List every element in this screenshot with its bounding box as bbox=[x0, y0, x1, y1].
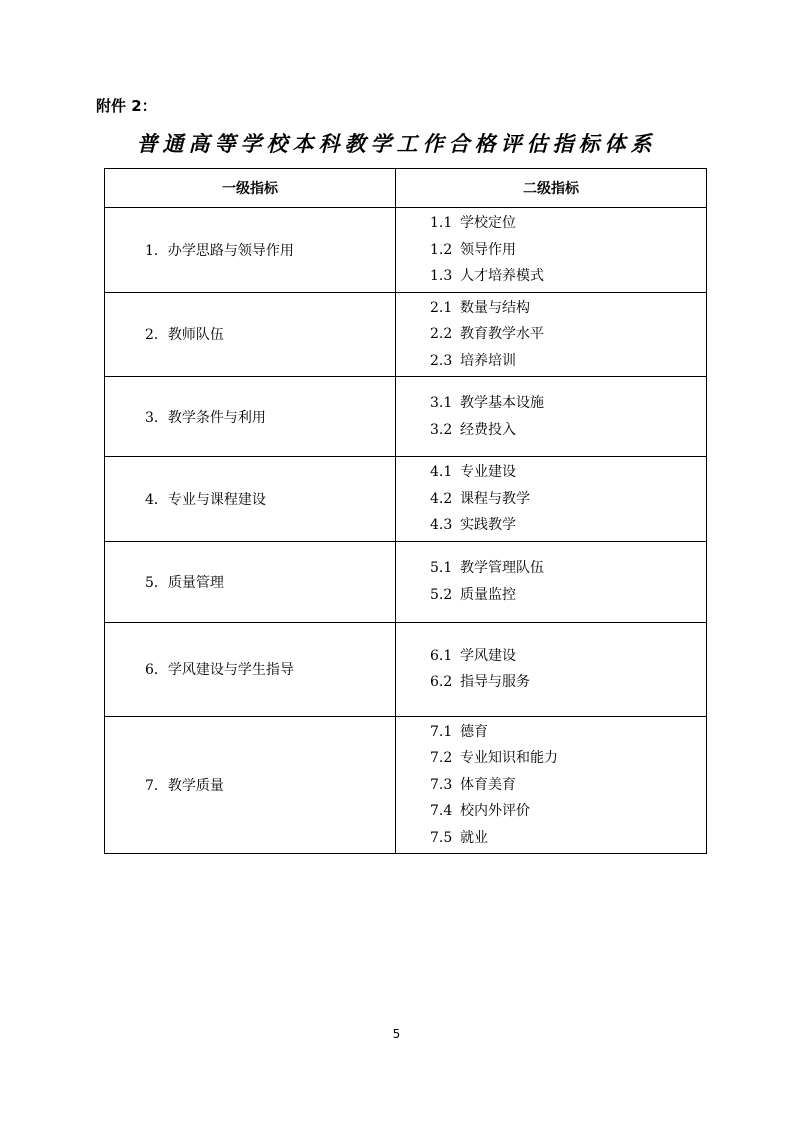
secondary-num: 3.2 bbox=[430, 421, 453, 438]
indicator-table bbox=[104, 168, 707, 854]
primary-indicator: 3．教学条件与利用 bbox=[105, 377, 396, 457]
secondary-num: 1.3 bbox=[430, 268, 453, 284]
secondary-label: 专业建设 bbox=[460, 464, 516, 480]
secondary-item bbox=[430, 263, 706, 290]
secondary-item bbox=[430, 798, 706, 825]
secondary-label: 校内外评价 bbox=[460, 803, 530, 819]
secondary-num: 4.2 bbox=[430, 490, 453, 507]
secondary-num: 7.2 bbox=[430, 750, 453, 766]
table-row bbox=[105, 292, 707, 377]
secondary-indicators bbox=[396, 292, 707, 377]
secondary-num: 7.3 bbox=[430, 776, 453, 793]
table-row bbox=[105, 622, 707, 716]
header-primary-indicator: 一级指标 bbox=[105, 169, 396, 208]
secondary-item bbox=[430, 459, 706, 486]
secondary-label: 指导与服务 bbox=[460, 674, 530, 690]
secondary-indicators bbox=[396, 208, 707, 293]
secondary-label: 实践教学 bbox=[460, 517, 516, 533]
primary-indicator: 7．教学质量 bbox=[105, 716, 396, 854]
primary-indicator: 5．质量管理 bbox=[105, 541, 396, 622]
secondary-label: 培养培训 bbox=[460, 352, 516, 369]
table-row bbox=[105, 457, 707, 542]
document-title: 普通高等学校本科教学工作合格评估指标体系 bbox=[136, 131, 657, 156]
secondary-item bbox=[430, 772, 706, 799]
secondary-num: 5.2 bbox=[430, 586, 453, 603]
secondary-num: 2.3 bbox=[430, 352, 453, 369]
secondary-indicators bbox=[396, 622, 707, 716]
secondary-label: 专业知识和能力 bbox=[460, 750, 558, 766]
secondary-label: 德育 bbox=[460, 723, 488, 740]
secondary-item bbox=[430, 555, 706, 582]
secondary-num: 7.5 bbox=[430, 829, 453, 846]
attachment-label: 附件 2： bbox=[96, 97, 157, 115]
secondary-num: 6.2 bbox=[430, 674, 453, 690]
secondary-num: 2.1 bbox=[430, 299, 453, 316]
secondary-item bbox=[430, 321, 706, 348]
secondary-num: 7.4 bbox=[430, 803, 453, 819]
secondary-label: 教学基本设施 bbox=[460, 395, 544, 411]
header-secondary-indicator: 二级指标 bbox=[396, 169, 707, 208]
secondary-indicators bbox=[396, 716, 707, 854]
secondary-num: 1.1 bbox=[430, 215, 453, 231]
secondary-num: 5.1 bbox=[430, 560, 453, 576]
table-row bbox=[105, 541, 707, 622]
secondary-item bbox=[430, 390, 706, 417]
primary-indicator: 1．办学思路与领导作用 bbox=[105, 208, 396, 293]
secondary-label: 人才培养模式 bbox=[460, 268, 544, 284]
primary-indicator: 4．专业与课程建设 bbox=[105, 457, 396, 542]
secondary-label: 领导作用 bbox=[460, 241, 516, 258]
table-row bbox=[105, 208, 707, 293]
secondary-item bbox=[430, 237, 706, 264]
secondary-item bbox=[430, 669, 706, 696]
primary-indicator: 2．教师队伍 bbox=[105, 292, 396, 377]
secondary-indicators bbox=[396, 377, 707, 457]
secondary-label: 教学管理队伍 bbox=[460, 560, 544, 576]
secondary-item bbox=[430, 643, 706, 670]
secondary-item bbox=[430, 512, 706, 539]
secondary-item bbox=[430, 825, 706, 852]
secondary-label: 数量与结构 bbox=[460, 299, 530, 316]
secondary-num: 1.2 bbox=[430, 241, 453, 258]
secondary-item bbox=[430, 348, 706, 375]
secondary-num: 4.1 bbox=[430, 464, 453, 480]
table-header-row bbox=[105, 169, 707, 208]
secondary-item bbox=[430, 417, 706, 444]
secondary-label: 学校定位 bbox=[460, 215, 516, 231]
secondary-item bbox=[430, 210, 706, 237]
secondary-item bbox=[430, 582, 706, 609]
secondary-label: 教育教学水平 bbox=[460, 326, 544, 342]
secondary-indicators bbox=[396, 541, 707, 622]
secondary-label: 学风建设 bbox=[460, 647, 516, 664]
secondary-num: 3.1 bbox=[430, 395, 453, 411]
secondary-num: 6.1 bbox=[430, 647, 453, 664]
secondary-item bbox=[430, 745, 706, 772]
secondary-label: 质量监控 bbox=[460, 586, 516, 603]
secondary-label: 就业 bbox=[460, 829, 488, 846]
table-row bbox=[105, 716, 707, 854]
secondary-num: 4.3 bbox=[430, 517, 453, 533]
secondary-label: 体育美育 bbox=[460, 776, 516, 793]
secondary-label: 课程与教学 bbox=[460, 490, 530, 507]
page-number: 5 bbox=[392, 1027, 401, 1041]
table-row bbox=[105, 377, 707, 457]
secondary-item bbox=[430, 295, 706, 322]
secondary-item bbox=[430, 486, 706, 513]
secondary-label: 经费投入 bbox=[460, 421, 516, 438]
secondary-num: 7.1 bbox=[430, 723, 453, 740]
secondary-num: 2.2 bbox=[430, 326, 453, 342]
secondary-indicators bbox=[396, 457, 707, 542]
primary-indicator: 6．学风建设与学生指导 bbox=[105, 622, 396, 716]
secondary-item bbox=[430, 719, 706, 746]
